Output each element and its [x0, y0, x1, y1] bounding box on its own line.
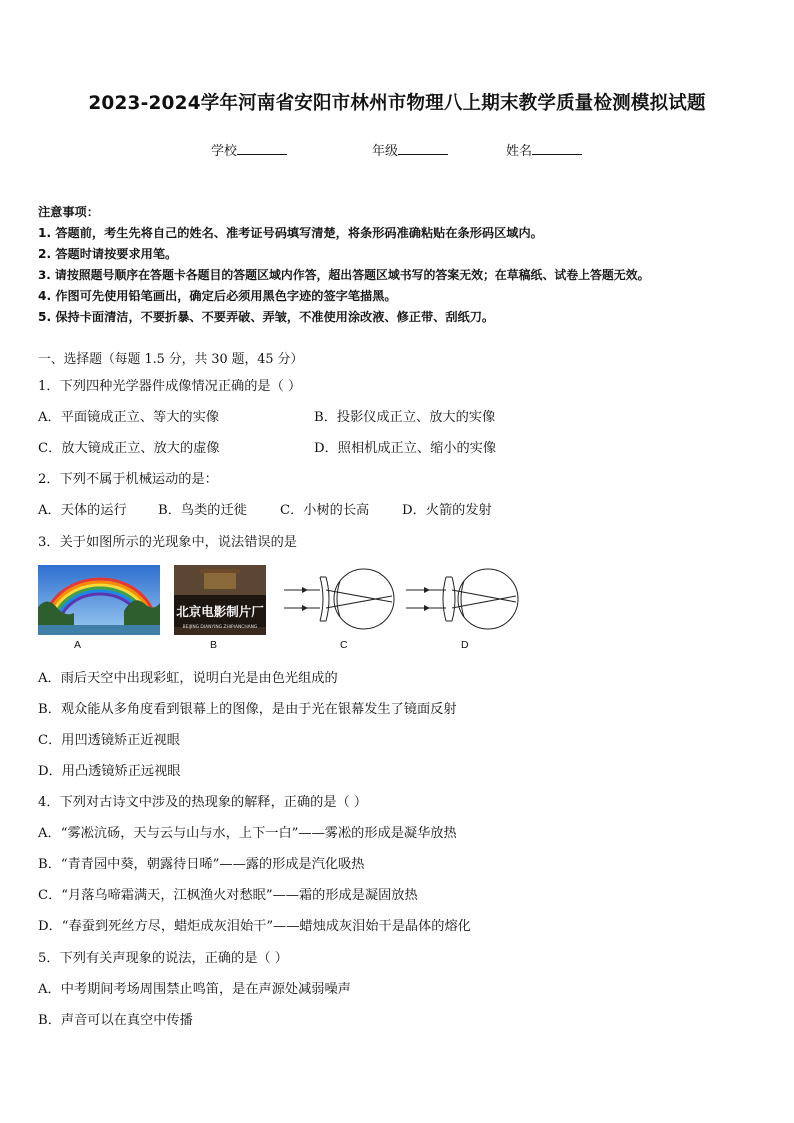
question-3-option-a: A．雨后天空中出现彩虹，说明白光是由色光组成的 [38, 671, 338, 686]
question-5-option-a: A．中考期间考场周围禁止鸣笛，是在声源处减弱噪声 [38, 982, 351, 997]
question-2-option-d: D．火箭的发射 [402, 503, 492, 518]
question-1-option-a: A．平面镜成正立、等大的实像 [38, 410, 219, 425]
notice-item: 5. 保持卡面清洁，不要折暴、不要弄破、弄皱，不准使用涂改液、修正带、刮纸刀。 [38, 310, 495, 324]
sign-text: 北京电影制片厂 [176, 604, 264, 619]
question-3-stem: 3．关于如图所示的光现象中，说法错误的是 [38, 535, 297, 550]
grade-blank [398, 142, 448, 155]
section-heading: 一、选择题（每题 1.5 分，共 30 题，45 分） [38, 352, 304, 367]
question-3-option-c: C．用凹透镜矫正近视眼 [38, 733, 180, 748]
question-3-option-b: B．观众能从多角度看到银幕上的图像，是由于光在银幕发生了镜面反射 [38, 702, 457, 717]
notice-item: 3. 请按照题号顺序在答题卡各题目的答题区域内作答，超出答题区域书写的答案无效；在草稿纸、试卷上答题无效。 [38, 268, 650, 282]
name-blank [532, 142, 582, 155]
convex-lens-eye-diagram [406, 563, 528, 637]
question-2-stem: 2．下列不属于机械运动的是： [38, 472, 218, 487]
school-blank [237, 142, 287, 155]
grade-label: 年级 [372, 144, 399, 159]
question-5-stem: 5．下列有关声现象的说法，正确的是（ ） [38, 951, 288, 966]
question-2-option-a: A．天体的运行 [38, 503, 127, 518]
notice-item: 2. 答题时请按要求用笔。 [38, 247, 178, 261]
question-1-option-d: D．照相机成正立、缩小的实像 [314, 441, 497, 456]
question-5-option-b: B．声音可以在真空中传播 [38, 1013, 193, 1028]
question-3-option-d: D．用凸透镜矫正远视眼 [38, 764, 181, 779]
figure-label: C [340, 639, 348, 651]
question-4-option-b: B．“青青园中葵，朝露待日晞”——露的形成是汽化吸热 [38, 857, 365, 872]
figure-label: D [461, 639, 469, 651]
question-2-option-c: C．小树的长高 [280, 503, 370, 518]
question-4-option-c: C．“月落乌啼霜满天，江枫渔火对愁眠”——霜的形成是凝固放热 [38, 888, 418, 903]
question-4-stem: 4．下列对古诗文中涉及的热现象的解释，正确的是（ ） [38, 795, 368, 810]
film-studio-photo [174, 565, 266, 635]
concave-lens-eye-diagram [284, 563, 406, 637]
notice-item: 4. 作图可先使用铅笔画出，确定后必须用黑色字迹的签字笔描黑。 [38, 289, 397, 303]
name-label: 姓名 [506, 144, 533, 159]
question-1-option-b: B．投影仪成正立、放大的实像 [314, 410, 496, 425]
sign-subtext: BEIJING DIANYING ZHIPIANCHANG [182, 625, 258, 630]
page-title: 2023-2024学年河南省安阳市林州市物理八上期末教学质量检测模拟试题 [88, 93, 706, 114]
question-1-option-c: C．放大镜成正立、放大的虚像 [38, 441, 220, 456]
figure-label: A [74, 639, 82, 651]
school-label: 学校 [211, 144, 238, 159]
question-4-option-a: A．“雾凇沆砀，天与云与山与水，上下一白”——雾凇的形成是凝华放热 [38, 826, 457, 841]
notice-heading: 注意事项： [38, 205, 99, 219]
grade-field [372, 140, 448, 159]
question-1-stem: 1．下列四种光学器件成像情况正确的是（ ） [38, 379, 302, 394]
question-4-option-d: D．“春蚕到死丝方尽，蜡炬成灰泪始干”——蜡烛成灰泪始干是晶体的熔化 [38, 919, 471, 934]
name-field [506, 140, 582, 159]
notice-item: 1. 答题前，考生先将自己的姓名、准考证号码填写清楚，将条形码准确粘贴在条形码区域内。 [38, 226, 543, 240]
rainbow-photo [38, 565, 160, 635]
question-2-option-b: B．鸟类的迁徙 [158, 503, 247, 518]
school-field [211, 140, 287, 159]
figure-label: B [210, 639, 218, 651]
